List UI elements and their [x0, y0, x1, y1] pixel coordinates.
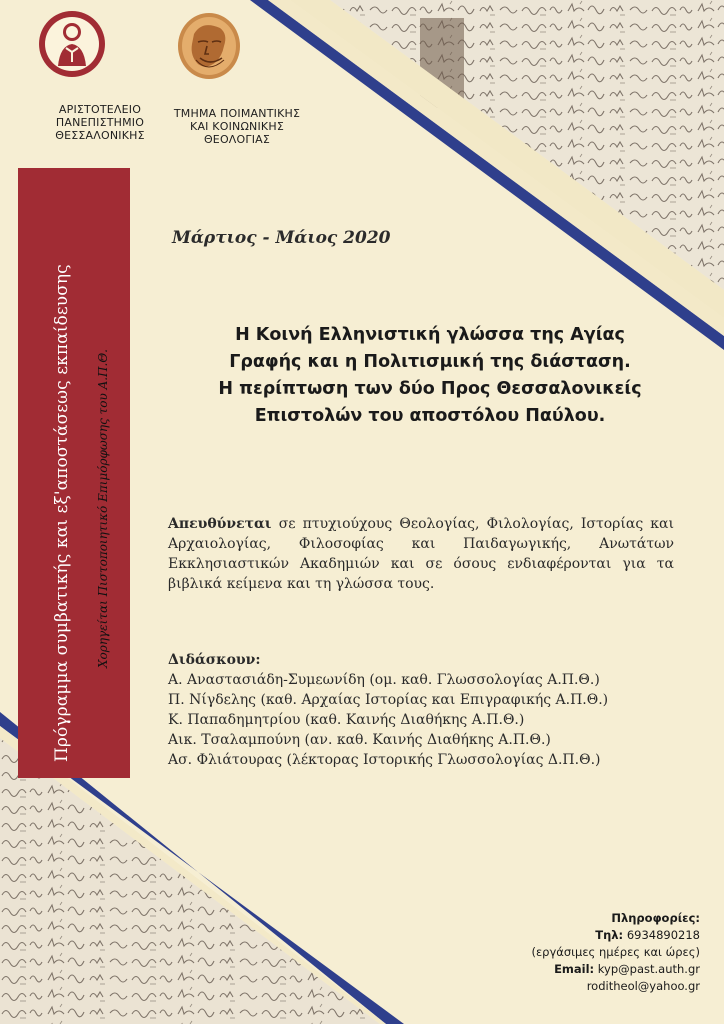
program-title — [160, 322, 700, 430]
program-type-vertical-text: Πρόγραμμα συμβατικής και εξ'αποστάσεως εκπαίδευσης — [52, 264, 72, 762]
department-name-line: ΘΕΟΛΟΓΙΑΣ — [203, 133, 271, 146]
contact-heading: Πληροφορίες: — [611, 911, 700, 925]
university-name-line: ΘΕΣΣΑΛΟΝΙΚΗΣ — [55, 129, 145, 142]
phone-label: Τηλ: — [595, 928, 624, 942]
st-demetrios-seal-icon — [38, 8, 106, 90]
university-name-line: ΑΡΙΣΤΟΤΕΛΕΙΟ — [58, 103, 142, 116]
side-banner — [18, 168, 130, 778]
instructors-list — [168, 650, 608, 770]
certificate-note-vertical-text: Χορηγείται Πιστοποιητικό Επιμόρφωσης του Α.Π.Θ. — [96, 349, 110, 668]
title-line: Η Κοινή Ελληνιστική γλώσσα της Αγίας — [235, 325, 625, 345]
contact-info — [531, 910, 700, 995]
university-name — [42, 103, 158, 142]
instructor-item: Α. Αναστασιάδη-Συμεωνίδη (ομ. καθ. Γλωσσολογίας Α.Π.Θ.) — [168, 672, 600, 688]
instructor-item: Κ. Παπαδημητρίου (καθ. Καινής Διαθήκης Α.Π.Θ.) — [168, 712, 525, 728]
title-line: Επιστολών του αποστόλου Παύλου. — [254, 406, 606, 426]
instructor-item: Ασ. Φλιάτουρας (λέκτορας Ιστορικής Γλωσσολογίας Δ.Π.Θ.) — [168, 752, 601, 768]
department-name-line: ΤΜΗΜΑ ΠΟΙΜΑΝΤΙΚΗΣ — [173, 107, 301, 120]
program-dates: Μάρτιος - Μάιος 2020 — [172, 228, 391, 248]
instructor-item: Αικ. Τσαλαμπούνη (αν. καθ. Καινής Διαθήκης Α.Π.Θ.) — [168, 732, 551, 748]
department-name — [142, 107, 332, 146]
title-line: Γραφής και η Πολιτισμική της διάσταση. — [229, 352, 631, 372]
instructors-heading: Διδάσκουν: — [168, 652, 261, 668]
phone-number[interactable]: 6934890218 — [623, 928, 700, 942]
audience-paragraph — [168, 514, 674, 594]
title-line: Η περίπτωση των δύο Προς Θεσσαλονικείς — [218, 379, 642, 399]
audience-text: σε πτυχιούχους Θεολογίας, Φιλολογίας, Ιστορίας και Αρχαιολογίας, Φιλοσοφίας και Παιδαγωγικής, Ανωτάτων Εκκλησιαστικών Ακαδημιών και σε όσους ενδιαφέρονται για τα βιβλικά κείμενα και τη γλώσσα τους. — [168, 516, 674, 592]
email-label: Email: — [554, 962, 595, 976]
email-link[interactable]: roditheol@yahoo.gr — [586, 979, 700, 993]
instructor-item: Π. Νίγδελης (καθ. Αρχαίας Ιστορίας και Επιγραφικής Α.Π.Θ.) — [168, 692, 609, 708]
university-name-line: ΠΑΝΕΠΙΣΤΗΜΙΟ — [55, 116, 145, 129]
audience-lead: Απευθύνεται — [168, 516, 272, 532]
contact-hours: (εργάσιμες ημέρες και ώρες) — [531, 945, 700, 959]
department-name-line: ΚΑΙ ΚΟΙΝΩΝΙΚΗΣ — [190, 120, 284, 133]
email-link[interactable]: kyp@past.auth.gr — [594, 962, 700, 976]
philosopher-medal-icon — [176, 8, 244, 88]
